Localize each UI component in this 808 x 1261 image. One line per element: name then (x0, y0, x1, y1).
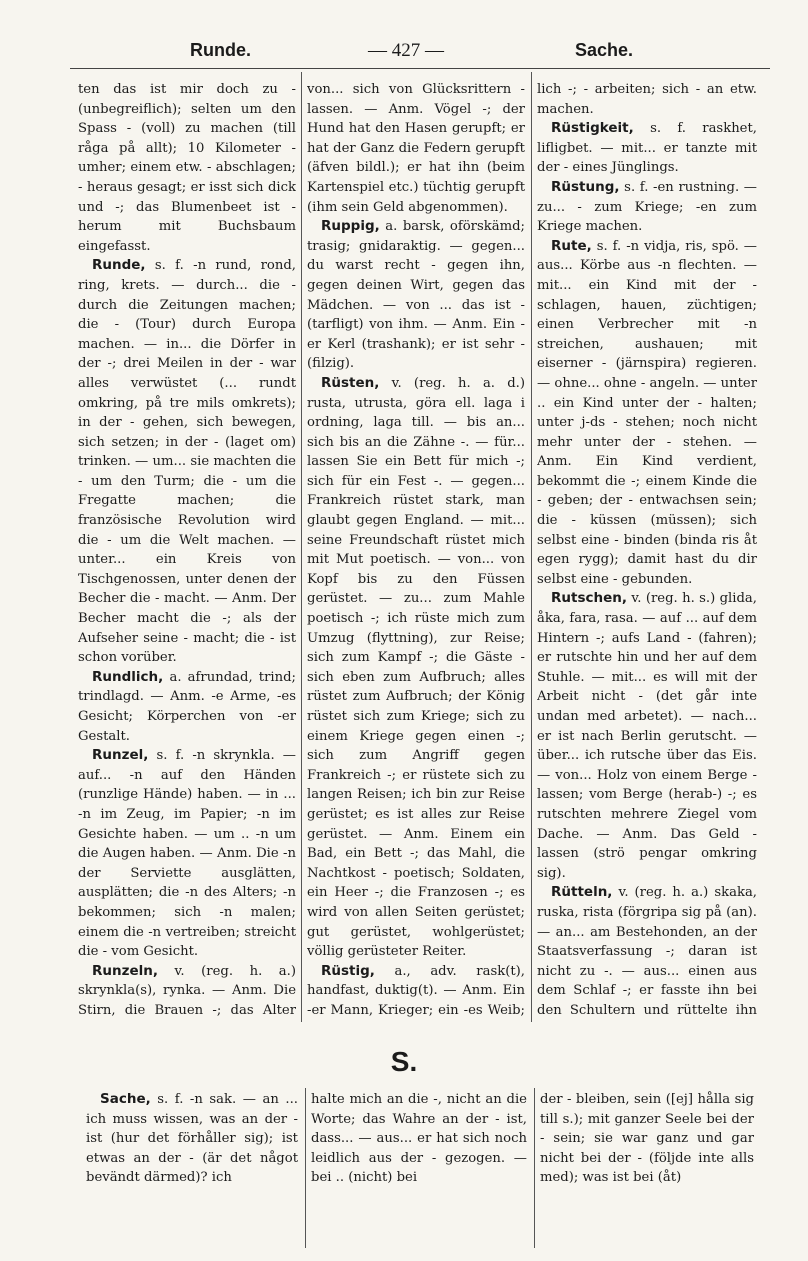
entry-continuation: halte mich an die -, nicht an die Worte; das Wahre an der - ist, dass... — aus... er hat sich noch leidlich aus der - gezogen. — bei .. (nicht) bei (311, 1092, 527, 1186)
headword: Rundlich, (92, 668, 164, 685)
entry-text: a. afrundad, trind; trindlagd. — Anm. -e Arme, -es Gesicht; Körperchen von -er Gestalt. (78, 669, 296, 744)
headword: Rüstig, (321, 962, 375, 979)
entry-continuation: ten das ist mir doch zu - (unbegreiflich); selten um den Spass - (voll) zu machen (till råga på allt); 10 Kilometer - umher; einem etw. - abschlagen; - heraus gesagt; er isst sich dick und -; das Blumenbeet ist - herum mit Buchsbaum eingefasst. (78, 82, 296, 254)
entry-text: s. f. -n skrynkla. — auf... -n auf den Händen (runzlige Hände) haben. — in ... -n im Zeug, im Papier; -n im Gesichte haben. — um .. -n um die Augen haben. — Anm. Die -n der Serviette ausglätten, ausplätten; die -n des Alters; -n bekommen; sich -n malen; einem die -n vertreiben; streicht die - vom Gesicht. (78, 748, 296, 960)
entry (537, 589, 757, 883)
headword: Ruppig, (321, 218, 380, 235)
entry (78, 256, 296, 667)
entry (78, 746, 296, 962)
entry-text: a., adv. rask(t), handfast, duktig(t). — Anm. Ein -er Mann, Krieger; ein -es Weib; (307, 963, 525, 1018)
headword: Sache, (100, 1091, 151, 1107)
column-divider (305, 1088, 306, 1248)
entry (78, 668, 296, 746)
header-left-word: Runde. (190, 40, 251, 60)
headword: Rüstung, (551, 178, 620, 195)
entry-text: v. (reg. h. a.) skaka, ruska, rista (förgripa sig på (an). — an... am Bestehonden, an der Staatsverfassung -; daran ist nicht zu -. — aus... einen aus dem Schlaf -; er fasste ihn bei den Schultern und rüttelte ihn (537, 885, 757, 1018)
entry-text: s. f. -en rustning. — zu... - zum Kriege; -en zum Kriege machen. (537, 179, 757, 235)
entry-continuation: von... sich von Glücksrittern - lassen. — Anm. Vögel -; der Hund hat den Hasen gerupft; er hat der Ganz die Federn gerupft (äfven bildl.); er hat ihn (beim Kartenspiel etc.) tüchtig gerupft (ihm sein Geld abgenommen). (307, 82, 525, 215)
entry-text: v. (reg. h. a. d.) rusta, utrusta, göra ell. laga i ordning, laga till. — bis an... sich bis an die Zähne -. — für... lassen Sie ein Bett für mich -; sich für ein Fest -. — gegen... Frankreich rüstet stark, man glaubt gegen England. — mit... seine Freundschaft rüstet mich mit Mut poetisch. — von... von Kopf bis zu den Füssen gerüstet. — zu... zum Mahle poetisch -; ich rüste mich zum Umzug (flyttning), zur Reise; sich zum Kampf -; die Gäste - sich eben zum Aufbruch; alles rüstet zum Aufbruch; der König rüstet sich zum Kriege; sich zu einem Kriege gegen einen -; sich zum Angriff gegen Frankreich -; er rüstete sich zu langen Reisen; ich bin zur Reise gerüstet; es ist alles zur Reise gerüstet. — Anm. Einem ein Bad, ein Bett -; das Mahl, die Nachtkost - poetisch; Soldaten, ein Heer -; die Franzosen -; es wird von allen Seiten gerüstet; gut gerüstet, wohlgerüstet; völlig gerüsteter Reiter. (307, 375, 525, 960)
entry (78, 962, 296, 1020)
entry-text: a. barsk, oförskämd; trasig; gnidaraktig. — gegen... du warst recht - gegen ihn, gegen deinen Wirt, gegen das Mädchen. — von ... das ist - (tarfligt) von ihm. — Anm. Ein -er Kerl (trashank); er ist sehr - (filzig). (307, 219, 525, 372)
headword: Rute, (551, 237, 592, 254)
entry (307, 217, 525, 374)
column-divider (301, 72, 302, 1022)
headword: Rüstigkeit, (551, 120, 634, 137)
entry-text: s. f. -n sak. — an ... ich muss wissen, was an der - ist (hur det förhåller sig); ist etwas an der - (är det något bevändt därmed)? ich (86, 1092, 298, 1186)
column-divider (534, 1088, 535, 1248)
bottom-column-2 (311, 1090, 527, 1250)
headword: Rüsten, (321, 374, 380, 391)
entry (307, 962, 525, 1020)
entry-text: s. f. raskhet, lifligbet. — mit... er tanzte mit der - eines Jünglings. (537, 121, 757, 176)
bottom-column-3 (540, 1090, 754, 1250)
header-right-word: Sache. (575, 40, 634, 60)
entry (537, 178, 757, 237)
headword: Runzeln, (92, 962, 158, 979)
headword: Rutschen, (551, 590, 628, 607)
entry-continuation: lich -; - arbeiten; sich - an etw. machen. (537, 82, 757, 117)
headword: Runde, (92, 257, 146, 274)
entry-text: s. f. -n vidja, ris, spö. — aus... Körbe aus -n flechten. — mit... ein Kind mit der - schlagen, hauen, züchtigen; einen Verbrecher mit -n streichen, aushauen; mit eiserner - (järnspira) regieren. — ohne... ohne - angeln. — unter .. ein Kind unter der - halten; unter j-ds - stehen; noch nicht mehr unter der - stehen. — Anm. Ein Kind verdient, bekommt die -; einem Kinde die - geben; der - entwachsen sein; die - küssen (müssen); sich selbst eine - binden (binda ris åt egen rygg); damit hast du dir selbst eine - gebunden. (537, 238, 757, 587)
entry (307, 374, 525, 962)
column-2 (307, 80, 525, 1020)
entry-text: v. (reg. h. s.) glida, åka, fara, rasa. — auf ... auf dem Hintern -; aufs Land - (fahren); er rutschte hin und her auf dem Stuhle. — mit... es will mit der Arbeit nicht - (det går inte undan med arbetet). — nach... er ist nach Berlin gerutscht. — über... ich rutsche über das Eis. — von... Holz von einem Berge - lassen; vom Berge (herab-) -; es rutschten mehrere Ziegel vom Dache. — Anm. Das Geld - lassen (strö pengar omkring sig). (537, 591, 757, 881)
column-divider (531, 72, 532, 1022)
column-3 (537, 80, 757, 1020)
header-rule (70, 68, 770, 69)
headword: Runzel, (92, 747, 149, 764)
page-number: — 427 — (368, 40, 444, 61)
section-letter: S. (390, 1046, 418, 1077)
column-1 (78, 80, 296, 1020)
entry-continuation: der - bleiben, sein ([ej] hålla sig till s.); mit ganzer Seele bei der - sein; sie war ganz und gar nicht bei der - (följde inte alls med); was ist bei (åt) (540, 1092, 754, 1186)
entry-text: s. f. -n rund, rond, ring, krets. — durch... die - durch die Zeitungen machen; die - (Tour) durch Europa machen. — in... die Dörfer in der -; drei Meilen in der - war alles verwüstet (... rundt omkring, på tre mils omkrets); in der - gehen, sich bewegen, sich setzen; in der - (laget om) trinken. — um... sie machten die - um den Turm; die - um die Fregatte machen; die französische Revolution wird die - um die Welt machen. — unter... ein Kreis von Tischgenossen, unter denen der Becher die - macht. — Anm. Der Becher macht die -; als der Aufseher seine - macht; die - ist schon vorüber. (78, 258, 296, 666)
entry (537, 883, 757, 1020)
running-header (0, 36, 808, 66)
entry (537, 119, 757, 178)
headword: Rütteln, (551, 884, 613, 901)
entry (86, 1090, 298, 1188)
entry (537, 237, 757, 590)
bottom-column-1 (86, 1090, 298, 1250)
entry-text: v. (reg. h. a.) skrynkla(s), rynka. — Anm. Die Stirn, die Brauen -; das Alter (78, 963, 296, 1018)
